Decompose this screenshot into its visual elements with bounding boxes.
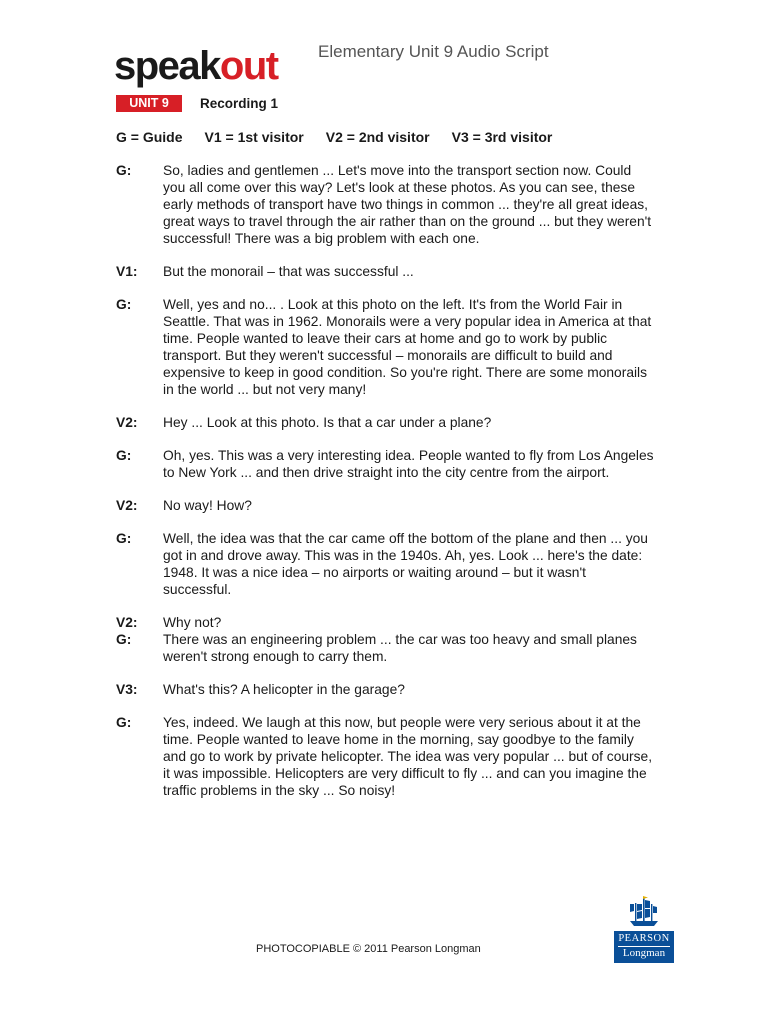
speech-text: Why not? xyxy=(163,615,222,630)
audio-script xyxy=(116,162,656,799)
script-turn xyxy=(116,530,656,598)
speech-text: No way! How? xyxy=(163,498,252,513)
legend-item: V1 = 1st visitor xyxy=(204,129,304,145)
legend-item: V2 = 2nd visitor xyxy=(325,129,430,145)
speaker-label: V1: xyxy=(116,264,138,279)
speakout-logo xyxy=(114,42,278,90)
speech-text: Well, yes and no... . Look at this photo on the left. It's from the World Fair in Seattle. That was in 1962. Monorails were a very popular idea in America at that time. People wanted to leave their cars at home and go to work by public transport. But they weren't successful – monorails are difficult to build and expensive to keep in good condition. So you're right. There are some monorails in the world ... but not very many! xyxy=(163,297,652,397)
speech-text: What's this? A helicopter in the garage? xyxy=(163,682,405,697)
speaker-label: G: xyxy=(116,163,132,178)
script-turn xyxy=(116,614,656,631)
speaker-label: G: xyxy=(116,531,132,546)
logo-speak: speak xyxy=(114,44,220,88)
script-turn xyxy=(116,447,656,481)
speech-text: So, ladies and gentlemen ... Let's move into the transport section now. Could you all come over this way? Let's look at these photos. As you can see, these early methods of transport have two things in common ... they're all great ideas, great ways to travel through the air rather than on the ground ... but they weren't successful! There was a big problem with each one. xyxy=(163,163,652,246)
script-turn xyxy=(116,263,656,280)
speaker-legend xyxy=(116,129,574,145)
script-turn xyxy=(116,714,656,799)
speech-text: There was an engineering problem ... the car was too heavy and small planes weren't strong enough to carry them. xyxy=(163,632,637,664)
speech-text: Oh, yes. This was a very interesting idea. People wanted to fly from Los Angeles to New York ... and then drive straight into the city centre from the airport. xyxy=(163,448,654,480)
ship-icon xyxy=(626,895,662,929)
script-turn xyxy=(116,631,656,665)
speech-text: But the monorail – that was successful ... xyxy=(163,264,414,279)
speech-text: Hey ... Look at this photo. Is that a car under a plane? xyxy=(163,415,492,430)
logo-out: out xyxy=(219,44,278,88)
script-turn xyxy=(116,681,656,698)
script-turn xyxy=(116,162,656,247)
recording-label: Recording 1 xyxy=(200,96,279,111)
speaker-label: V2: xyxy=(116,415,138,430)
legend-item: G = Guide xyxy=(116,129,183,145)
speech-text: Well, the idea was that the car came off the bottom of the plane and then ... you got in and drove away. This was in the 1940s. Ah, yes. Look ... here's the date: 1948. It was a nice idea – no airports or waiting around – but it wasn't successful. xyxy=(163,531,648,597)
speaker-label: V3: xyxy=(116,682,138,697)
legend-item: V3 = 3rd visitor xyxy=(451,129,553,145)
speaker-label: G: xyxy=(116,297,132,312)
speaker-label: G: xyxy=(116,632,132,647)
pearson-name: PEARSON xyxy=(618,933,670,944)
unit-row xyxy=(116,95,278,112)
speaker-label: V2: xyxy=(116,615,138,630)
document-title: Elementary Unit 9 Audio Script xyxy=(318,42,549,61)
speaker-label: V2: xyxy=(116,498,138,513)
pearson-logo xyxy=(614,895,674,963)
speech-text: Yes, indeed. We laugh at this now, but people were very serious about it at the time. People wanted to leave home in the morning, say goodbye to the family and go to work by private helicopter. The idea was very popular ... but of course, it was impossible. Helicopters are very difficult to fly ... and can you imagine the traffic problems in the sky ... So noisy! xyxy=(163,715,653,798)
speaker-label: G: xyxy=(116,448,132,463)
unit-badge: UNIT 9 xyxy=(116,95,182,112)
script-turn xyxy=(116,497,656,514)
speaker-label: G: xyxy=(116,715,132,730)
pearson-box xyxy=(614,931,674,963)
longman-imprint: Longman xyxy=(618,946,670,960)
script-turn xyxy=(116,296,656,398)
script-turn xyxy=(116,414,656,431)
footer-copyright: PHOTOCOPIABLE © 2011 Pearson Longman xyxy=(256,943,481,955)
